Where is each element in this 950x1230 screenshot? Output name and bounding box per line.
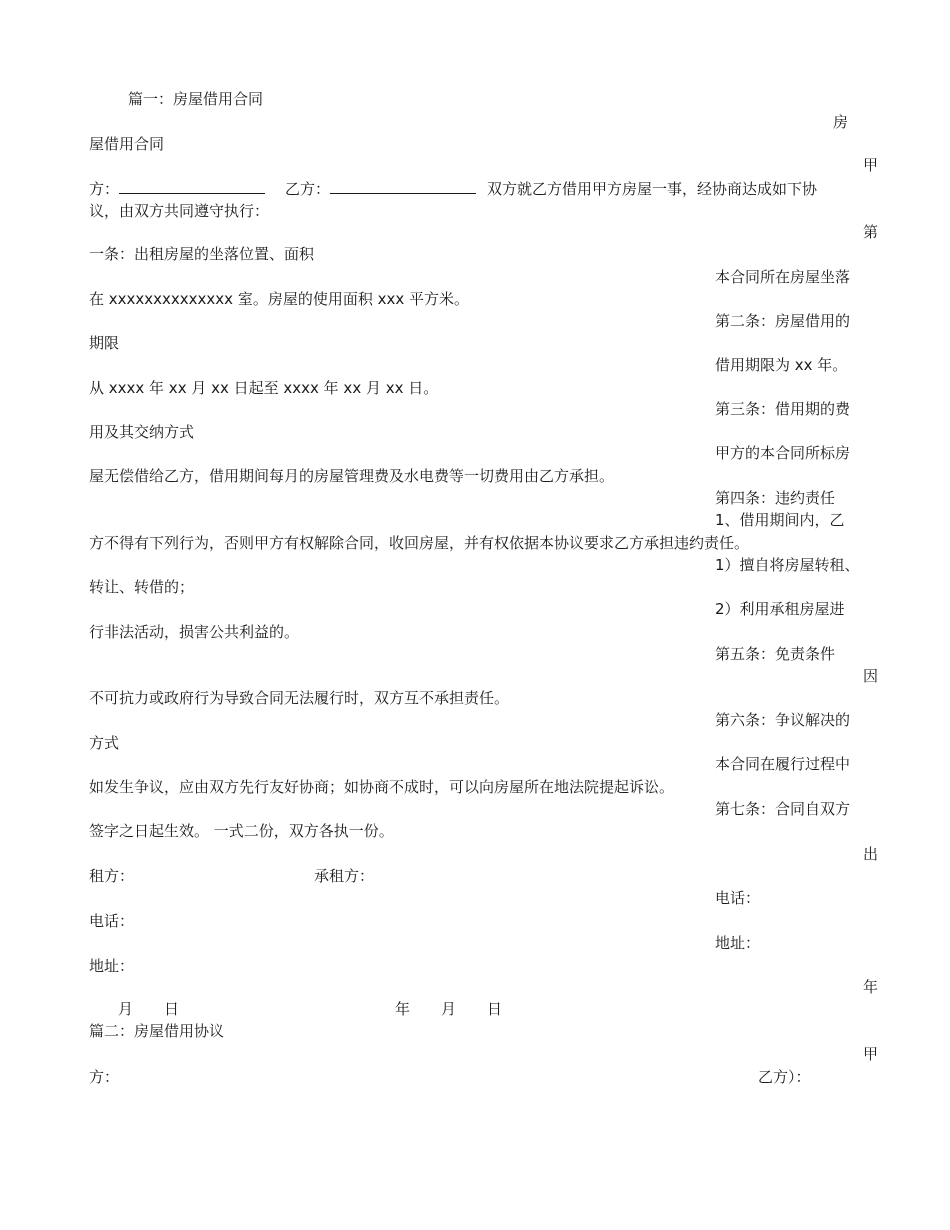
date-month-lessee: 月 bbox=[441, 1000, 457, 1018]
text-fragment: 借用期限为 xx 年。 bbox=[715, 356, 848, 374]
text-line: 议，由双方共同遵守执行： bbox=[89, 202, 270, 220]
party-line bbox=[89, 179, 817, 198]
article-3-heading: 第三条：借用期的费 bbox=[715, 400, 851, 418]
text-line: 屋无偿借给乙方，借用期间每月的房屋管理费及水电费等一切费用由乙方承担。 bbox=[89, 467, 615, 485]
party-b-blank bbox=[330, 179, 476, 194]
intro-tail: 双方就乙方借用甲方房屋一事，经协商达成如下协 bbox=[487, 180, 818, 198]
address-label-lessor: 地址： bbox=[89, 957, 135, 975]
party-a-label: 方： bbox=[89, 180, 120, 198]
text-fragment: 本合同所在房屋坐落 bbox=[715, 268, 851, 286]
text-line: 行非法活动，损害公共利益的。 bbox=[89, 623, 300, 641]
text-line: 从 xxxx 年 xx 月 xx 日起至 xxxx 年 xx 月 xx 日。 bbox=[89, 379, 439, 397]
text-line: 在 xxxxxxxxxxxxxx 室。房屋的使用面积 xxx 平方米。 bbox=[89, 290, 469, 308]
address-label-lessee: 地址： bbox=[715, 934, 761, 952]
s2-party-a-label: 方： bbox=[89, 1068, 120, 1086]
text-line: 不可抗力或政府行为导致合同无法履行时，双方互不承担责任。 bbox=[89, 689, 510, 707]
text-line: 屋借用合同 bbox=[89, 135, 165, 153]
phone-label-lessee: 电话： bbox=[715, 889, 761, 907]
text-fragment: 本合同在履行过程中 bbox=[715, 755, 851, 773]
party-a-blank bbox=[119, 179, 265, 194]
text-fragment: 第 bbox=[862, 223, 878, 241]
text-line: 方式 bbox=[89, 734, 120, 752]
article-6-heading: 第六条：争议解决的 bbox=[715, 711, 851, 729]
signature-lessor-label: 租方： bbox=[89, 867, 135, 885]
s2-party-b-label: 乙方）： bbox=[758, 1068, 811, 1086]
text-line: 用及其交纳方式 bbox=[89, 423, 195, 441]
text-fragment: 因 bbox=[862, 667, 878, 685]
date-year-lessee: 年 bbox=[395, 1000, 411, 1018]
article-4-heading: 第四条：违约责任 bbox=[715, 489, 836, 507]
text-fragment: 1、借用期间内，乙 bbox=[715, 511, 845, 529]
text-fragment: 甲 bbox=[862, 156, 878, 174]
date-month-lessor: 月 bbox=[118, 1000, 134, 1018]
text-line: 方不得有下列行为，否则甲方有权解除合同，收回房屋，并有权依据本协议要求乙方承担违约责任。 bbox=[89, 534, 750, 552]
article-1-heading: 一条：出租房屋的坐落位置、面积 bbox=[89, 245, 315, 263]
text-line: 签字之日起生效。 一式二份，双方各执一份。 bbox=[89, 822, 394, 840]
date-year-lessor: 年 bbox=[862, 978, 878, 996]
party-b-label: 乙方： bbox=[285, 180, 331, 198]
section-1-title: 篇一：房屋借用合同 bbox=[128, 90, 264, 108]
article-5-heading: 第五条：免责条件 bbox=[715, 645, 836, 663]
text-line: 转让、转借的； bbox=[89, 578, 195, 596]
date-day-lessor: 日 bbox=[164, 1000, 180, 1018]
text-fragment: 2）利用承租房屋进 bbox=[715, 600, 845, 618]
article-2-heading: 第二条：房屋借用的 bbox=[715, 312, 851, 330]
text-fragment: 甲 bbox=[862, 1045, 878, 1063]
text-fragment: 甲方的本合同所标房 bbox=[715, 444, 851, 462]
phone-label-lessor: 电话： bbox=[89, 912, 135, 930]
text-line: 如发生争议，应由双方先行友好协商；如协商不成时，可以向房屋所在地法院提起诉讼。 bbox=[89, 778, 675, 796]
text-fragment: 出 bbox=[862, 845, 878, 863]
text-line: 期限 bbox=[89, 334, 120, 352]
signature-lessee-label: 承租方： bbox=[314, 867, 375, 885]
text-fragment: 1）擅自将房屋转租、 bbox=[715, 556, 860, 574]
text-fragment: 房 bbox=[832, 113, 848, 131]
article-7-heading: 第七条：合同自双方 bbox=[715, 800, 851, 818]
section-2-title: 篇二：房屋借用协议 bbox=[89, 1022, 225, 1040]
date-day-lessee: 日 bbox=[487, 1000, 503, 1018]
